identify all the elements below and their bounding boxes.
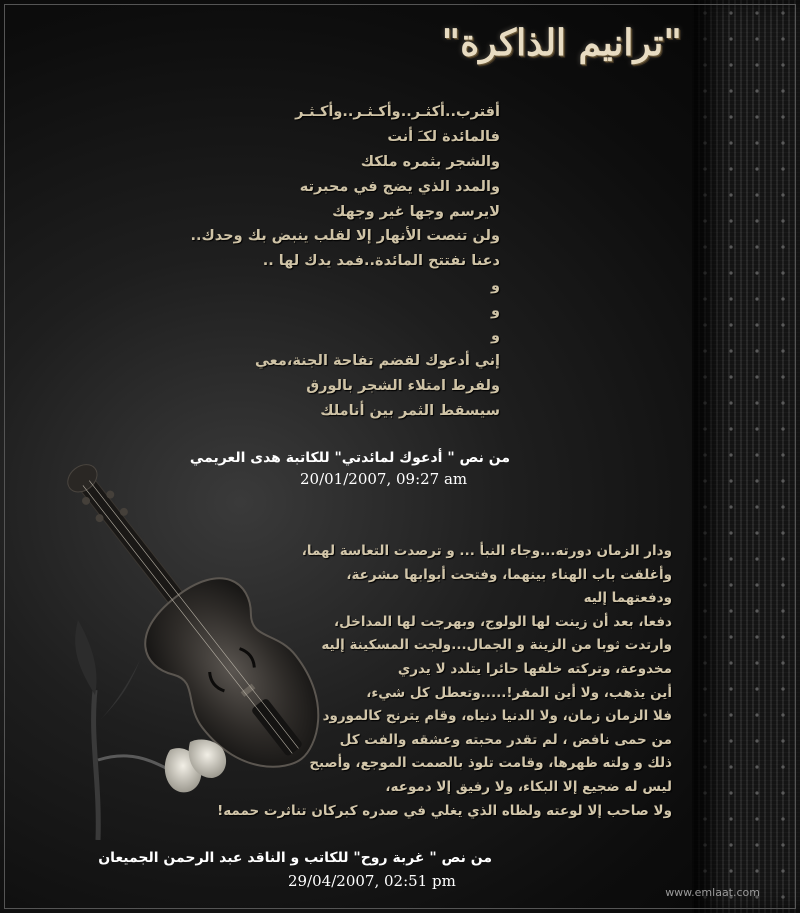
source-date-2: 29/04/2007, 02:51 pm: [288, 872, 456, 890]
dotted-curtain-pattern: [692, 0, 800, 913]
poem-line: والشجر بثمره ملكك: [360, 153, 500, 170]
prose-line: أين يذهب، ولا أين المفر!.....وتعطل كل شيء،: [366, 684, 672, 701]
prose-line: ولا صاحب إلا لوعته ولظاه الذي يغلي في صدره كبركان تناثرت حممه!: [217, 802, 672, 819]
source-credit-2: من نص " غربة روح" للكاتب و الناقد عبد الرحمن الجميعان: [98, 850, 492, 866]
prose-line: وارتدت ثوبا من الزينة و الجمال...ولجت المسكينة إليه: [321, 637, 672, 654]
poem-line: و: [490, 328, 500, 345]
prose-line: ذلك و ولته ظهرها، وقامت تلوذ بالصمت الموجع، وأصبح: [309, 755, 672, 772]
page-title: "ترانيم الذاكرة": [441, 22, 682, 64]
prose-line: مخدوعة، وتركته خلفها حائرا يتلدد لا يدري: [397, 660, 672, 677]
poem-line: والمدد الذي يضج في محبرته: [299, 178, 500, 195]
prose-line: دفعا، بعد أن زينت لها الولوج، وبهرجت لها المداخل،: [334, 613, 672, 630]
prose-line: ليس له ضجيع إلا البكاء، ولا رفيق إلا دموعه،: [385, 778, 672, 795]
prose-line: من حمى نافض ، لم تقدر محبته وعشقه والفت كل: [339, 731, 672, 748]
poem-line: و: [490, 303, 500, 320]
prose-block: [112, 540, 672, 823]
prose-line: فلا الزمان زمان، ولا الدنيا دنياه، وقام يترنح كالمورود: [322, 708, 672, 725]
source-date-1: 20/01/2007, 09:27 am: [300, 470, 468, 488]
prose-line: ودار الزمان دورته...وجاء النبأ ... و ترصدت التعاسة لهما،: [301, 543, 672, 559]
prose-line: ودفعتهما إليه: [583, 590, 672, 607]
prose-line: وأغلقت باب الهناء بينهما، وفتحت أبوابها مشرعة،: [346, 566, 672, 583]
poem-line: و: [490, 278, 500, 295]
poem-line: دعنا نفتتح المائدة..فمد يدك لها ..: [262, 253, 500, 270]
poem-line: لايرسم وجها غير وجهك: [332, 203, 500, 220]
poem-line: فالمائدة لكـَ أنت: [387, 128, 500, 145]
poem-line: إني أدعوك لقضم تفاحة الجنة،معي: [255, 352, 500, 369]
poem-block: [80, 100, 500, 424]
watermark: www.emlaat.com: [665, 886, 760, 899]
poem-line: سيسقط الثمر بين أناملك: [320, 402, 500, 419]
source-credit-1: من نص " أدعوك لمائدتي" للكاتبة هدى العريمي: [189, 450, 510, 466]
poem-line: ولفرط امتلاء الشجر بالورق: [306, 377, 500, 394]
poem-line: أقترب..أكثـر..وأكـثـر..وأكـثـر: [295, 104, 500, 120]
poem-line: ولن تنصت الأنهار إلا لقلب ينبض بك وحدك..: [190, 228, 500, 245]
